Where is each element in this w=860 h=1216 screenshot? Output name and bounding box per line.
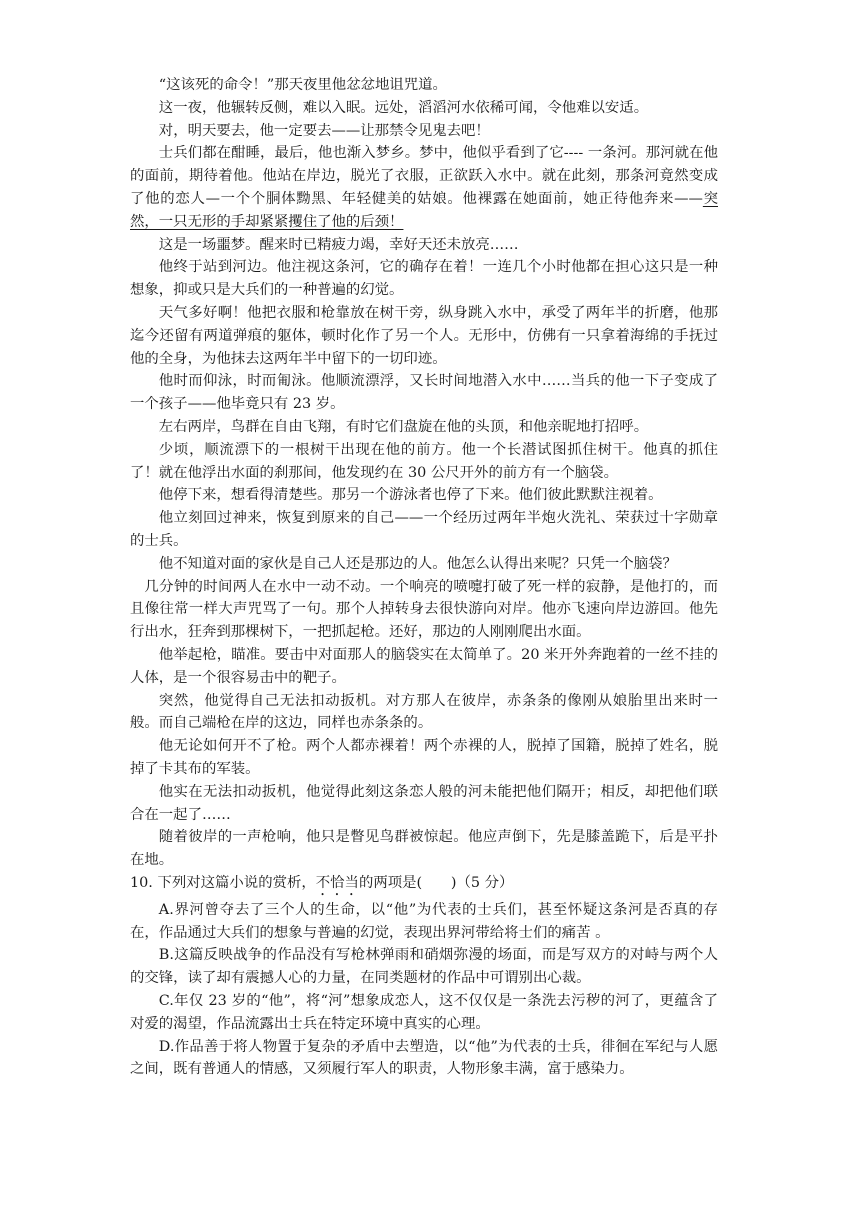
paragraph-17: 他无论如何开不了枪。两个人都赤裸着！两个赤裸的人，脱掉了国籍，脱掉了姓名，脱掉了卡其布的军装。 [130,738,718,777]
paragraph-15: 他举起枪，瞄准。要击中对面那人的脑袋实在太简单了。20 米开外奔跑着的一丝不挂的人体，是一个很容易击中的靶子。 [130,646,718,686]
paragraph-6: 他终于站到河边。他注视这条河，它的确存在着！一连几个小时他都在担心这只是一种想象，抑或只是大兵们的一种普遍的幻觉。 [130,259,718,299]
paragraph-9: 左右两岸，鸟群在自由飞翔，有时它们盘旋在他的头顶，和他亲昵地打招呼。 [158,418,649,435]
paragraph-13: 他不知道对面的家伙是自己人还是那边的人。他怎么认得出来呢？只凭一个脑袋？ [158,555,677,572]
paragraph-19: 随着彼岸的一声枪响，他只是瞥见鸟群被惊起。他应声倒下，先是膝盖跪下，后是平扑在地。 [130,829,718,869]
paragraph-16: 突然，他觉得自己无法扣动扳机。对方那人在彼岸，赤条条的像刚从娘胎里出来时一般。而自己端枪在岸的这边，同样也赤条条的。 [130,692,718,732]
option-a: A.界河曾夺去了三个人的生命，以“他”为代表的士兵们，甚至怀疑这条河是否真的存在，作品通过大兵们的想象与普遍的幻觉，表现出界河带给将士们的痛苦 。 [130,901,718,941]
paragraph-2: 这一夜，他辗转反侧，难以入眠。远处，滔滔河水依稀可闻，令他难以安适。 [158,99,649,116]
question-emphasis: 不恰当 [315,874,359,891]
paragraph-8: 他时而仰泳，时而匍泳。他顺流漂浮，又长时间地潜入水中……当兵的他一下子变成了一个孩子——他毕竟只有 23 岁。 [130,373,718,413]
paragraph-12: 他立刻回过神来，恢复到原来的自己——一个经历过两年半炮火洗礼、荣获过十字勋章的士兵。 [130,510,718,549]
question-suffix: 的两项是( )（5 分） [358,874,514,891]
paragraph-7: 天气多好啊！他把衣服和枪靠放在树干旁，纵身跳入水中，承受了两年半的折磨，他那迄今还留有两道弹痕的躯体，顿时化作了另一个人。无形中，仿佛有一只拿着海绵的手抚过他的全身，为他抹去这两年半中留下的一切印迹。 [130,304,718,367]
paragraph-18: 他实在无法扣动扳机，他觉得此刻这条恋人般的河未能把他们隔开；相反，却把他们联合在一起了…… [130,783,718,823]
paragraph-14: 几分钟的时间两人在水中一动不动。一个响亮的喷嚏打破了死一样的寂静，是他打的，而且像往常一样大声咒骂了一句。那个人掉转身去很快游向对岸。他亦飞速向岸边游回。他先行出水，狂奔到那棵树下，一把抓起枪。还好，那边的人刚刚爬出水面。 [130,578,718,641]
option-c: C.年仅 23 岁的“他”，将“河”想象成恋人，这不仅仅是一条洗去污秽的河了，更蕴含了对爱的渴望，作品流露出士兵在特定环境中真实的心理。 [130,993,718,1032]
paragraph-4-underlined: 突然，一只无形的手却紧紧攫住了他的后颈！ [130,190,718,230]
document-page [130,74,718,1081]
paragraph-10: 少顷，顺流漂下的一根树干出现在他的前方。他一个长潜试图抓住树干。他真的抓住了！就在他浮出水面的刹那间，他发现约在 30 公尺开外的前方有一个脑袋。 [130,441,718,481]
paragraph-1: “这该死的命令！”那天夜里他忿忿地诅咒道。 [158,77,447,93]
paragraph-4 [130,142,718,233]
paragraph-4-text: 士兵们都在酣睡，最后，他也渐入梦乡。梦中，他似乎看到了它---- 一条河。那河就在他的面前，期待着他。他站在岸边，脱光了衣服，正欲跃入水中。就在此刻，那条河竟然变成了他的恋人—一个个胴体黝黑、年轻健美的姑娘。他裸露在她面前，她正待他奔来—— [130,145,718,207]
option-b: B.这篇反映战争的作品没有写枪林弹雨和硝烟弥漫的场面，而是写双方的对峙与两个人的交锋，读了却有震撼人心的力量，在同类题材的作品中可谓别出心裁。 [130,947,718,987]
paragraph-5: 这是一场噩梦。醒来时已精疲力竭，幸好天还未放亮…… [158,236,519,253]
paragraph-11: 他停下来，想看得清楚些。那另一个游泳者也停了下来。他们彼此默默注视着。 [158,487,663,504]
paragraph-3: 对，明天要去，他一定要去——让那禁令见鬼去吧！ [158,122,490,139]
option-d: D.作品善于将人物置于复杂的矛盾中去塑造，以“他”为代表的士兵，徘徊在军纪与人愿之间，既有普通人的情感，又须履行军人的职责，人物形象丰满，富于感染力。 [130,1038,718,1078]
question-prefix: 10. 下列对这篇小说的赏析， [130,874,316,891]
question-stem [130,872,718,899]
